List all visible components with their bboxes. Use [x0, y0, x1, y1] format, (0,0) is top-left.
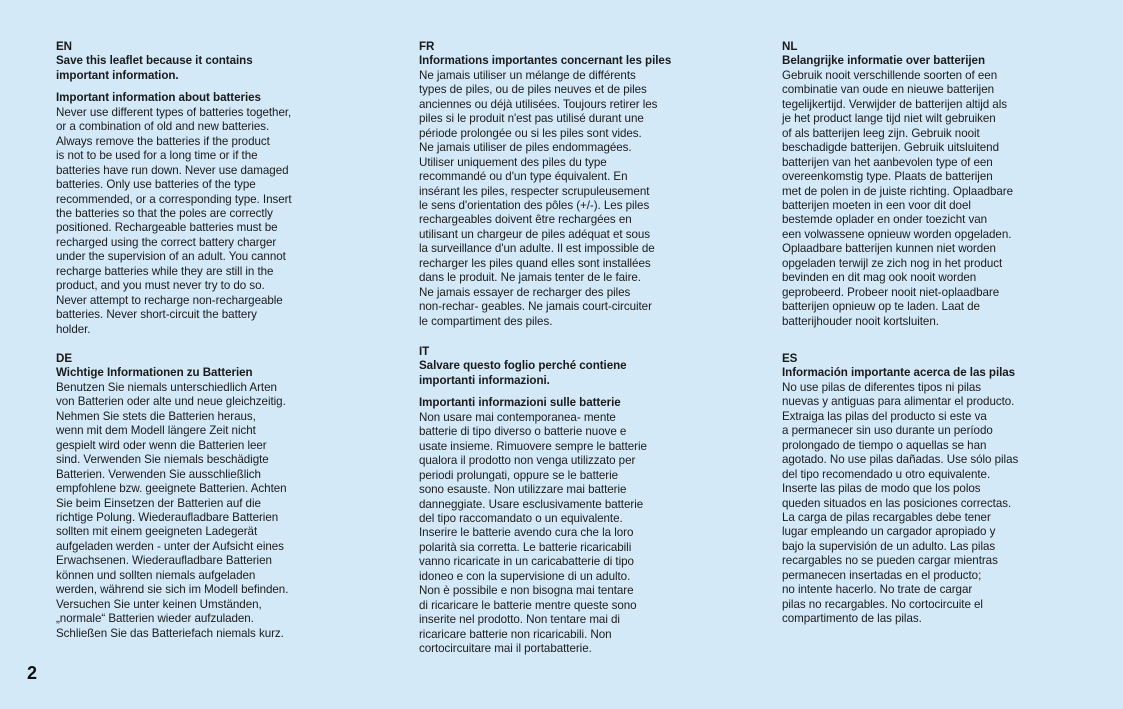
page-number: 2 — [27, 663, 38, 683]
body-line: di ricaricare le batterie mentre queste sono — [419, 598, 637, 612]
body-line: le sens d'orientation des pôles (+/-). Les piles — [419, 198, 650, 212]
body-line: recharged using the correct battery charger — [56, 235, 277, 249]
body-line: La carga de pilas recargables debe tener — [782, 510, 991, 524]
body-line: je het product lange tijd niet wilt gebruiken — [782, 112, 996, 126]
body-line: „normale“ Batterien wieder aufzuladen. — [56, 612, 254, 626]
body-line: agotado. No use pilas dañadas. Use sólo pilas — [782, 453, 1019, 467]
body-line: del tipo recomendado u otro equivalente. — [782, 467, 991, 481]
body-line: recommended, or a corresponding type. Insert — [56, 192, 292, 206]
body-line: pilas no recargables. No cortocircuite el — [782, 597, 983, 611]
body-line: danneggiate. Usare esclusivamente batterie — [419, 497, 644, 511]
body-line: batterijhouder nooit kortsluiten. — [782, 314, 939, 328]
section-fr — [419, 40, 684, 329]
body-line: dans le produit. Ne jamais tenter de le faire. — [419, 271, 641, 285]
section-es — [782, 352, 1018, 627]
body-line: batteries have run down. Never use damaged — [56, 163, 289, 177]
body-line: insérant les piles, respecter scrupuleusement — [419, 184, 650, 198]
body-line: rechargeables doivent être rechargées en — [419, 213, 632, 227]
spacer — [419, 388, 647, 396]
body-line: piles si le produit n'est pas utilisé durant une — [419, 112, 644, 126]
body-line: een volwassene opnieuw worden opgeladen. — [782, 227, 1012, 241]
body-line: holder. — [56, 322, 91, 336]
body-line: Ne jamais utiliser de piles endommagées. — [419, 141, 632, 155]
body-line: recargables no se pueden cargar mientras — [782, 554, 998, 568]
body-line: le compartiment des piles. — [419, 314, 553, 328]
body-line: permanecen insertadas en el producto; — [782, 568, 982, 582]
section-heading: Wichtige Informationen zu Batterien — [56, 366, 253, 380]
body-line: recharge batteries while they are still in the — [56, 264, 274, 278]
intro-line: Save this leaflet because it contains — [56, 54, 253, 68]
body-line: opgeladen terwijl ze zich nog in het product — [782, 256, 1003, 270]
section-de — [56, 352, 288, 641]
body-line: or a combination of old and new batteries. — [56, 120, 270, 134]
section-nl — [782, 40, 1047, 329]
body-line: von Batterien oder alte und neue gleichzeitig. — [56, 395, 286, 409]
body-line: Never use different types of batteries together, — [56, 105, 292, 119]
section-heading: Important information about batteries — [56, 91, 261, 105]
intro-line: importanti informazioni. — [419, 373, 550, 387]
body-line: gespielt wird oder wenn die Batterien leer — [56, 438, 267, 452]
body-line: werden, während sie sich im Modell befinden. — [56, 583, 289, 597]
section-heading: Importanti informazioni sulle batterie — [419, 396, 621, 410]
section-en — [56, 40, 321, 337]
body-line: Ne jamais essayer de recharger des piles — [419, 285, 631, 299]
body-line: batterijen opnieuw op te laden. Laat de — [782, 300, 980, 314]
body-line: geprobeerd. Probeer nooit niet-oplaadbare — [782, 285, 1000, 299]
body-line: recharger les piles quand elles sont installées — [419, 256, 651, 270]
body-line: aufgeladen werden - unter der Aufsicht eines — [56, 539, 284, 553]
body-line: la surveillance d'un adulte. Il est impossible de — [419, 242, 655, 256]
body-line: cortocircuitare mai il portabatterie. — [419, 642, 592, 656]
body-line: recommandé ou d'un type équivalent. En — [419, 170, 628, 184]
body-line: Gebruik nooit verschillende soorten of een — [782, 68, 998, 82]
language-code: DE — [56, 352, 73, 365]
section-it — [419, 345, 647, 657]
body-line: Inserire le batterie avendo cura che la loro — [419, 526, 634, 540]
body-line: batteries. Never short-circuit the battery — [56, 308, 257, 322]
spacer — [56, 83, 321, 91]
body-line: qualora il prodotto non venga utilizzato per — [419, 454, 636, 468]
body-line: ricaricare batterie non ricaricabili. Non — [419, 627, 612, 641]
column-3 — [782, 40, 1047, 626]
body-line: Ne jamais utiliser un mélange de différents — [419, 68, 636, 82]
body-line: overeenkomstig type. Plaats de batterijen — [782, 170, 993, 184]
body-line: met de polen in de juiste richting. Oplaadbare — [782, 184, 1014, 198]
language-code: EN — [56, 40, 73, 53]
body-line: inserite nel prodotto. Non tentare mai di — [419, 613, 620, 627]
column-1 — [56, 40, 321, 640]
body-line: bevinden en dit mag ook nooit worden — [782, 271, 977, 285]
body-line: nuevas y antiguas para alimentar el producto. — [782, 395, 1015, 409]
body-line: wenn mit dem Modell längere Zeit nicht — [56, 424, 256, 438]
body-line: Extraiga las pilas del producto si este va — [782, 409, 987, 423]
body-line: non-rechar- geables. Ne jamais court-circuiter — [419, 300, 652, 314]
body-line: del tipo raccomandato o un equivalente. — [419, 511, 623, 525]
body-line: queden situados en las posiciones correctas. — [782, 496, 1012, 510]
language-code: FR — [419, 40, 435, 53]
body-line: batterijen van het aanbevolen type of een — [782, 155, 993, 169]
body-line: bestemde oplader en onder toezicht van — [782, 213, 987, 227]
body-line: Erwachsenen. Wiederaufladbare Batterien — [56, 554, 272, 568]
body-line: können und sollten niemals aufgeladen — [56, 568, 256, 582]
body-line: Never attempt to recharge non-rechargeable — [56, 293, 283, 307]
body-line: période prolongée ou si les piles sont vides. — [419, 126, 642, 140]
body-line: tegelijkertijd. Verwijder de batterijen altijd als — [782, 97, 1007, 111]
body-line: Inserte las pilas de modo que los polos — [782, 482, 981, 496]
body-line: of als batterijen leeg zijn. Gebruik nooit — [782, 126, 980, 140]
language-code: IT — [419, 345, 430, 358]
body-line: Non è possibile e non bisogna mai tentare — [419, 584, 634, 598]
body-line: Always remove the batteries if the product — [56, 134, 270, 148]
body-line: Batterien. Verwenden Sie ausschließlich — [56, 467, 261, 481]
body-line: batteries. Only use batteries of the type — [56, 178, 256, 192]
body-line: Schließen Sie das Batteriefach niemals kurz. — [56, 626, 284, 640]
body-line: Benutzen Sie niemals unterschiedlich Arten — [56, 380, 277, 394]
body-line: usate insieme. Rimuovere sempre le batterie — [419, 439, 647, 453]
body-line: vanno ricaricate in un caricabatterie di tipo — [419, 555, 634, 569]
language-code: NL — [782, 40, 798, 53]
body-line: a permanecer sin uso durante un período — [782, 424, 993, 438]
body-line: product, and you must never try to do so. — [56, 279, 265, 293]
body-line: prolongado de tiempo o aquellas se han — [782, 438, 987, 452]
body-line: empfohlene bzw. geeignete Batterien. Achten — [56, 482, 287, 496]
body-line: Nehmen Sie stets die Batterien heraus, — [56, 409, 256, 423]
body-line: idoneo e con la supervisione di un adulto. — [419, 569, 631, 583]
body-line: under the supervision of an adult. You cannot — [56, 250, 286, 264]
body-line: Sie beim Einsetzen der Batterien auf die — [56, 496, 261, 510]
body-line: richtige Polung. Wiederaufladbare Batterien — [56, 510, 279, 524]
body-line: types de piles, ou de piles neuves et de piles — [419, 83, 647, 97]
body-line: No use pilas de diferentes tipos ni pilas — [782, 380, 982, 394]
language-code: ES — [782, 352, 798, 365]
body-line: polarità sia corretta. Le batterie ricaricabili — [419, 540, 632, 554]
section-heading: Informations importantes concernant les piles — [419, 54, 672, 68]
body-line: lugar empleando un cargador apropiado y — [782, 525, 996, 539]
body-line: Oplaadbare batterijen kunnen niet worden — [782, 242, 996, 256]
body-line: is not to be used for a long time or if the — [56, 149, 258, 163]
intro-line: important information. — [56, 68, 179, 82]
section-heading: Información importante acerca de las pilas — [782, 366, 1016, 380]
body-line: sollten mit einem geeigneten Ladegerät — [56, 525, 258, 539]
body-line: periodi prolungati, oppure se le batterie — [419, 468, 619, 482]
body-line: positioned. Rechargeable batteries must be — [56, 221, 278, 235]
body-line: batterie di tipo diverso o batterie nuove e — [419, 425, 627, 439]
body-line: bajo la supervisión de un adulto. Las pilas — [782, 539, 996, 553]
body-line: no intente hacerlo. No trate de cargar — [782, 583, 973, 597]
body-line: the batteries so that the poles are correctly — [56, 206, 273, 220]
body-line: Versuchen Sie unter keinen Umständen, — [56, 597, 262, 611]
body-line: batterijen moeten in een voor dit doel — [782, 198, 971, 212]
column-2 — [419, 40, 684, 656]
body-line: Utiliser uniquement des piles du type — [419, 155, 607, 169]
section-heading: Belangrijke informatie over batterijen — [782, 54, 985, 68]
body-line: beschadigde batterijen. Gebruik uitsluitend — [782, 141, 999, 155]
body-line: sono esauste. Non utilizzare mai batterie — [419, 483, 627, 497]
body-line: sind. Verwenden Sie niemals beschädigte — [56, 453, 269, 467]
body-line: Non usare mai contemporanea- mente — [419, 410, 616, 424]
body-line: utilisant un chargeur de piles adéquat et sous — [419, 227, 651, 241]
body-line: compartimento de las pilas. — [782, 612, 922, 626]
body-line: combinatie van oude en nieuwe batterijen — [782, 83, 994, 97]
body-line: anciennes ou déjà utilisées. Toujours retirer les — [419, 97, 658, 111]
intro-line: Salvare questo foglio perché contiene — [419, 359, 627, 373]
